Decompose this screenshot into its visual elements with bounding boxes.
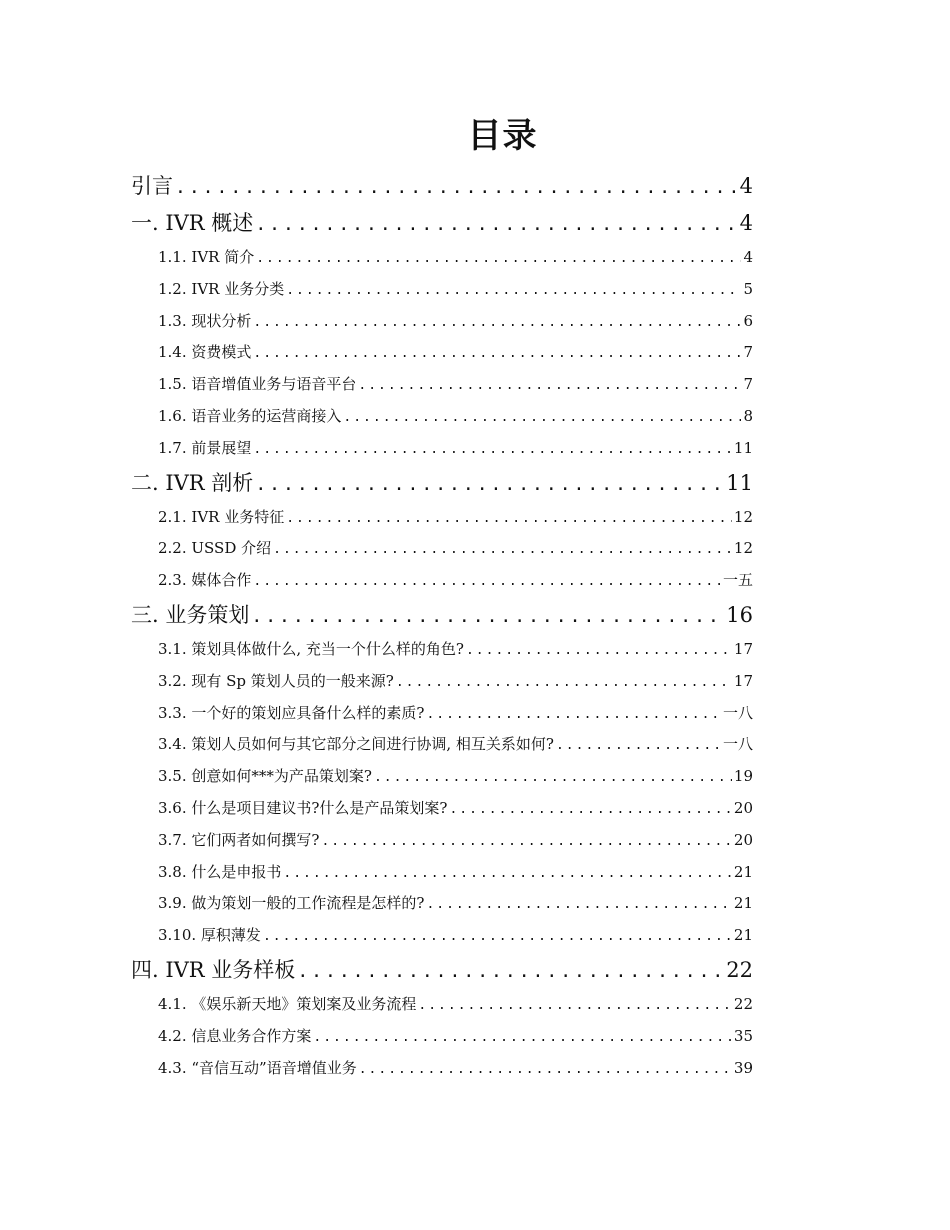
toc-entry-label: 3.6. 什么是项目建议书?什么是产品策划案? <box>158 798 448 817</box>
dot-leader <box>253 338 741 369</box>
toc-entry[interactable] <box>131 168 753 205</box>
toc-entry-page: 20 <box>733 830 753 849</box>
toc-entry[interactable] <box>131 989 753 1021</box>
toc-entry-label: 3.7. 它们两者如何撰写? <box>158 830 320 849</box>
page-title: 目录 <box>467 116 538 156</box>
toc-entry-page: 11 <box>726 470 753 495</box>
toc-entry[interactable] <box>131 465 753 502</box>
toc-entry-label: 2.1. IVR 业务特征 <box>158 507 285 526</box>
toc-entry[interactable] <box>131 1053 753 1085</box>
toc-entry-page: 一八 <box>722 735 753 754</box>
toc-entry[interactable] <box>131 502 753 534</box>
dot-leader <box>286 275 741 306</box>
toc-entry-page: 一五 <box>722 571 753 590</box>
toc-entry-label: 3.10. 厚积薄发 <box>158 926 261 945</box>
dot-leader <box>286 503 732 534</box>
toc-entry-page: 21 <box>733 862 753 881</box>
toc-entry-page: 7 <box>743 343 753 362</box>
toc-entry-label: 4.2. 信息业务合作方案 <box>158 1026 312 1045</box>
toc-entry-label: 引言 <box>131 174 173 198</box>
toc-entry[interactable] <box>131 369 753 401</box>
toc-entry-page: 一八 <box>722 703 753 722</box>
toc-entry-label: 2.3. 媒体合作 <box>158 571 252 590</box>
dot-leader <box>418 990 732 1021</box>
toc-entry[interactable] <box>131 825 753 857</box>
toc-entry[interactable] <box>131 888 753 920</box>
toc-entry-page: 12 <box>733 539 753 558</box>
dot-leader <box>273 534 732 565</box>
toc-entry-label: 3.9. 做为策划一般的工作流程是怎样的? <box>158 894 425 913</box>
dot-leader <box>256 243 741 274</box>
toc-entry-page: 7 <box>743 375 753 394</box>
dot-leader <box>343 402 741 433</box>
toc-entry[interactable] <box>131 666 753 698</box>
toc-entry-label: 3.3. 一个好的策划应具备什么样的素质? <box>158 703 425 722</box>
dot-leader <box>175 169 738 205</box>
toc-entry-label: 3.2. 现有 Sp 策划人员的一般来源? <box>158 671 394 690</box>
toc-entry-page: 22 <box>733 994 753 1013</box>
toc-entry[interactable] <box>131 920 753 952</box>
toc-entry-page: 35 <box>733 1026 753 1045</box>
toc-entry-label: 1.2. IVR 业务分类 <box>158 279 285 298</box>
toc-entry-label: 一. IVR 概述 <box>131 211 254 235</box>
toc-entry-page: 17 <box>733 671 753 690</box>
toc-entry[interactable] <box>131 952 753 989</box>
toc-entry-label: 1.7. 前景展望 <box>158 438 252 457</box>
toc-entry-page: 22 <box>726 957 753 982</box>
toc-entry-page: 19 <box>733 767 753 786</box>
toc-entry[interactable] <box>131 401 753 433</box>
toc-entry-label: 4.1. 《娱乐新天地》策划案及业务流程 <box>158 994 417 1013</box>
toc-entry[interactable] <box>131 857 753 889</box>
toc-entry-page: 16 <box>726 602 753 627</box>
dot-leader <box>374 762 732 793</box>
dot-leader <box>466 635 732 666</box>
dot-leader <box>297 953 724 989</box>
toc-entry[interactable] <box>131 634 753 666</box>
toc-entry-label: 二. IVR 剖析 <box>131 470 254 495</box>
toc-entry[interactable] <box>131 698 753 730</box>
toc-entry-label: 1.4. 资费模式 <box>158 343 252 362</box>
toc-entry[interactable] <box>131 337 753 369</box>
dot-leader <box>253 434 732 465</box>
toc-entry-page: 21 <box>733 894 753 913</box>
toc-entry[interactable] <box>131 274 753 306</box>
toc-entry-page: 8 <box>743 406 753 425</box>
toc-entry-label: 1.6. 语音业务的运营商接入 <box>158 406 342 425</box>
dot-leader <box>255 206 737 242</box>
toc-entry-page: 39 <box>733 1058 753 1077</box>
toc-entry[interactable] <box>131 729 753 761</box>
toc-entry-label: 3.8. 什么是申报书 <box>158 862 282 881</box>
toc-entry[interactable] <box>131 533 753 565</box>
toc-entry-label: 1.3. 现状分析 <box>158 311 252 330</box>
toc-entry-label: 3.5. 创意如何***为产品策划案? <box>158 767 372 786</box>
toc-entry-label: 四. IVR 业务样板 <box>131 957 296 982</box>
toc-entry-page: 20 <box>733 798 753 817</box>
toc-entry-page: 6 <box>743 311 753 330</box>
toc-entry-page: 5 <box>743 279 753 298</box>
toc-entry[interactable] <box>131 306 753 338</box>
dot-leader <box>321 826 731 857</box>
dot-leader <box>426 889 731 920</box>
toc-entry[interactable] <box>131 761 753 793</box>
toc-entry[interactable] <box>131 1021 753 1053</box>
dot-leader <box>251 598 724 634</box>
toc-entry-label: 4.3. “音信互动”语音增值业务 <box>158 1058 357 1077</box>
toc-entry-label: 3.1. 策划具体做什么, 充当一个什么样的角色? <box>158 639 464 658</box>
toc-entry-page: 17 <box>733 639 753 658</box>
toc-entry[interactable] <box>131 597 753 634</box>
dot-leader <box>426 699 721 730</box>
dot-leader <box>359 1054 732 1085</box>
dot-leader <box>358 370 741 401</box>
dot-leader <box>396 667 732 698</box>
toc-entry[interactable] <box>131 793 753 825</box>
dot-leader <box>449 794 731 825</box>
table-of-contents <box>131 168 753 1084</box>
toc-entry-label: 2.2. USSD 介绍 <box>158 539 272 558</box>
toc-entry-page: 4 <box>743 248 753 266</box>
dot-leader <box>313 1022 732 1053</box>
toc-entry-label: 三. 业务策划 <box>131 602 250 627</box>
dot-leader <box>255 466 724 502</box>
dot-leader <box>556 730 721 761</box>
dot-leader <box>253 307 741 338</box>
toc-entry-page: 12 <box>733 507 753 526</box>
toc-entry-label: 3.4. 策划人员如何与其它部分之间进行协调, 相互关系如何? <box>158 735 554 754</box>
toc-entry[interactable] <box>131 565 753 597</box>
toc-entry-page: 21 <box>733 926 753 945</box>
dot-leader <box>283 858 732 889</box>
toc-entry-label: 1.1. IVR 简介 <box>158 248 255 266</box>
toc-entry[interactable] <box>131 242 753 274</box>
toc-entry[interactable] <box>131 205 753 242</box>
toc-entry-page: 4 <box>739 211 753 235</box>
toc-entry-label: 1.5. 语音增值业务与语音平台 <box>158 375 357 394</box>
toc-entry-page: 11 <box>733 438 753 457</box>
toc-entry-page: 4 <box>739 174 753 198</box>
dot-leader <box>253 566 721 597</box>
toc-entry[interactable] <box>131 433 753 465</box>
dot-leader <box>263 921 732 952</box>
